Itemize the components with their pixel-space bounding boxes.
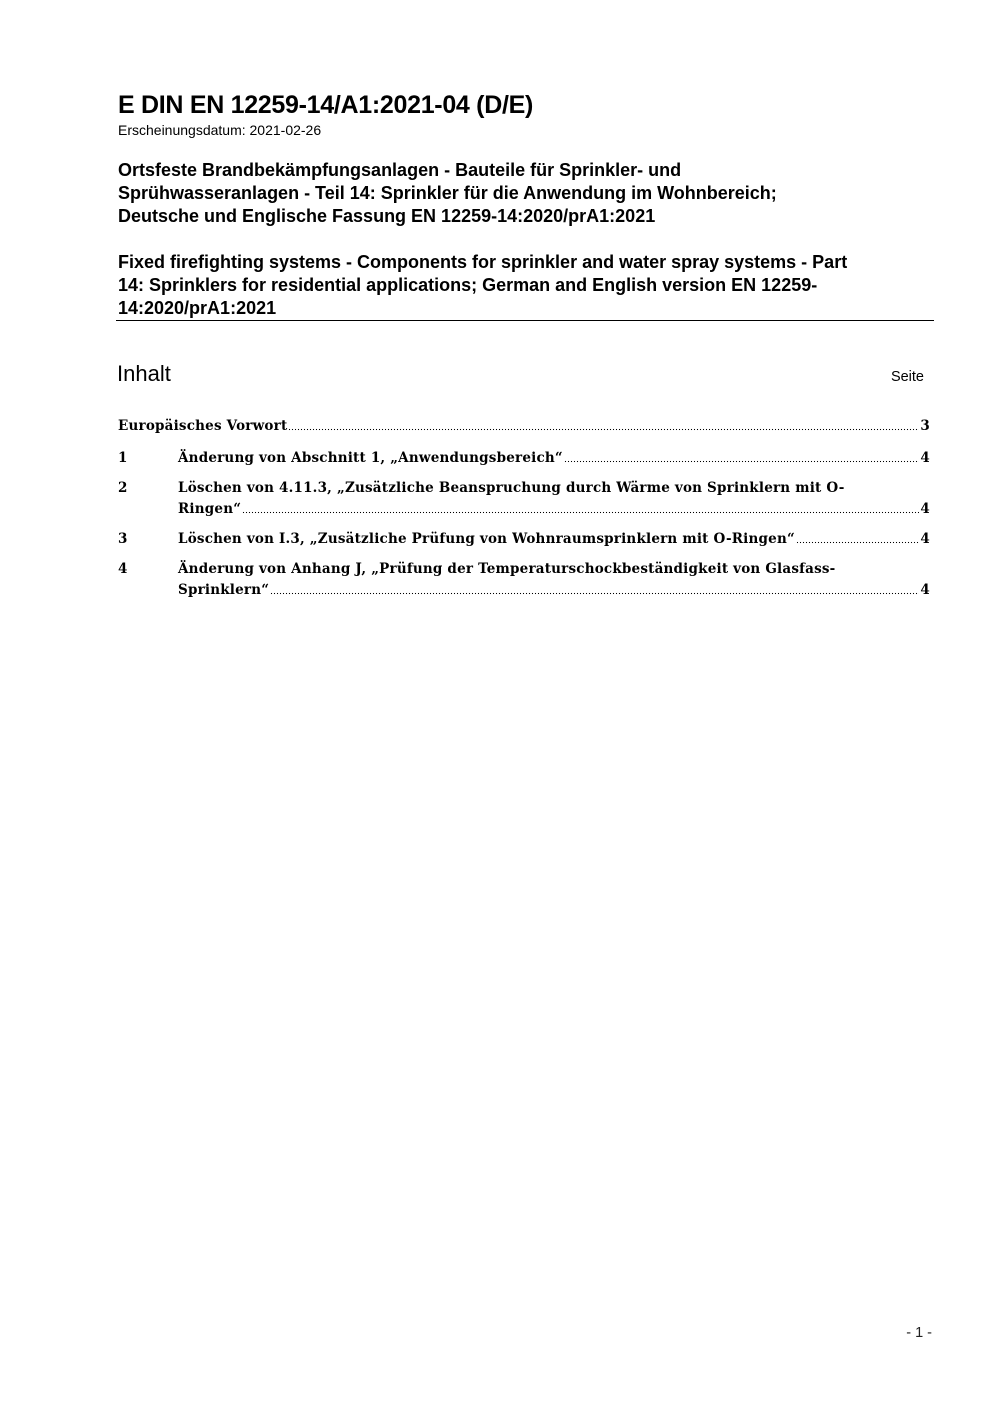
title-german: [118, 159, 934, 228]
toc-entry-number: 1: [118, 450, 128, 466]
toc-entry-title: Löschen von I.3, „Zusätzliche Prüfung von Wohnraumsprinklern mit O-Ringen“: [178, 531, 795, 547]
toc-entry-title: Europäisches Vorwort: [118, 418, 288, 434]
title-english-line: Fixed firefighting systems - Components for sprinkler and water spray systems - Part: [118, 252, 848, 272]
toc-dot-leader: [270, 582, 919, 596]
title-english-line: 14: Sprinklers for residential applications; German and English version EN 12259-: [118, 275, 818, 295]
title-german-line: Sprühwasseranlagen - Teil 14: Sprinkler für die Anwendung im Wohnbereich;: [118, 183, 777, 203]
toc-entry-number: 4: [118, 561, 128, 577]
toc-page-column-label: Seite: [890, 369, 924, 385]
toc-entry-title: Löschen von 4.11.3, „Zusätzliche Beanspruchung durch Wärme von Sprinklern mit O-: [178, 480, 845, 496]
title-german-line: Ortsfeste Brandbekämpfungsanlagen - Bauteile für Sprinkler- und: [118, 160, 682, 180]
title-divider: [116, 320, 934, 321]
toc-dot-leader: [242, 501, 919, 515]
toc-dot-leader: [288, 418, 919, 432]
toc-entry-number: 3: [118, 531, 128, 547]
page-number: - 1 -: [906, 1325, 932, 1341]
toc-heading: Inhalt: [117, 361, 171, 386]
publication-date: Erscheinungsdatum: 2021-02-26: [118, 122, 322, 138]
title-english: [118, 251, 934, 320]
toc-dot-leader: [796, 531, 919, 545]
title-german-line: Deutsche und Englische Fassung EN 12259-14:2020/prA1:2021: [118, 206, 656, 226]
toc-entry-page: 4: [920, 531, 930, 547]
document-id: E DIN EN 12259-14/A1:2021-04 (D/E): [118, 91, 533, 119]
toc-entry-title: Änderung von Abschnitt 1, „Anwendungsbereich“: [178, 450, 563, 466]
toc-entry-title: Änderung von Anhang J, „Prüfung der Temperaturschockbeständigkeit von Glasfass-: [178, 561, 836, 577]
toc-entry-title: Ringen“: [178, 501, 242, 517]
toc-entry-page: 3: [920, 418, 930, 434]
toc-entry-page: 4: [920, 501, 930, 517]
toc-entry-title: Sprinklern“: [178, 582, 270, 598]
toc-dot-leader: [564, 450, 920, 464]
title-english-line: 14:2020/prA1:2021: [118, 298, 277, 318]
toc-entry-page: 4: [920, 450, 930, 466]
toc-entry-page: 4: [920, 582, 930, 598]
toc-entry-number: 2: [118, 480, 128, 496]
